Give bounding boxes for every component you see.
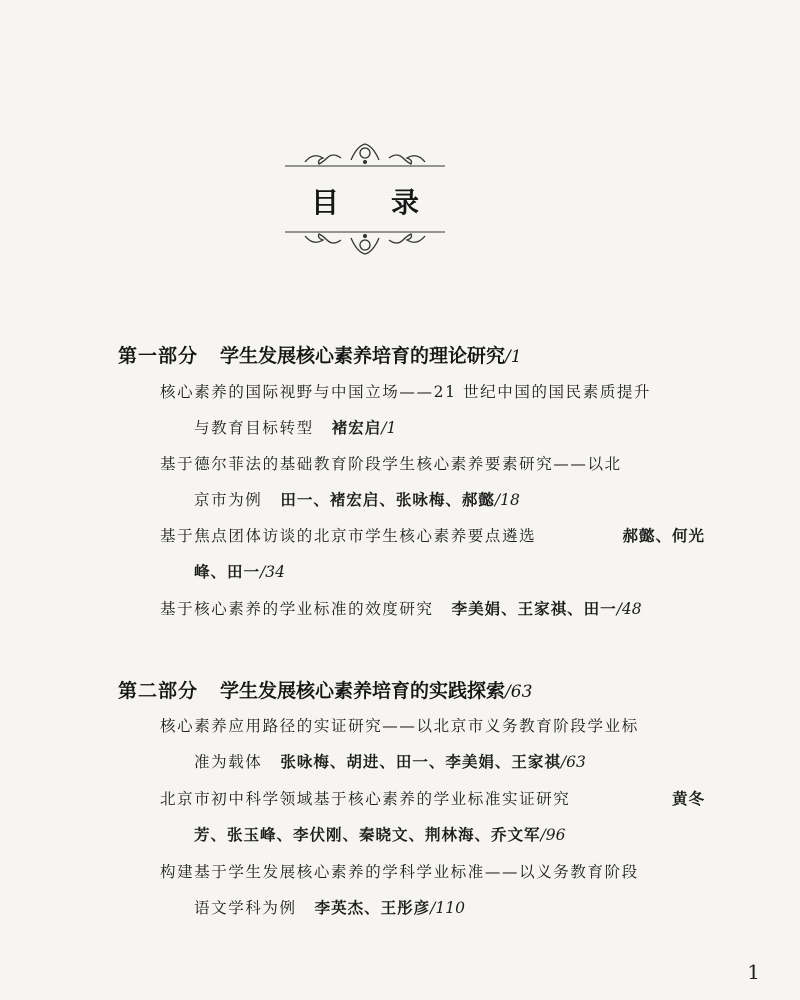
entry-title-cont: 京市为例 (194, 491, 263, 509)
entry-title: 基于焦点团体访谈的北京市学生核心素养要点遴选 (160, 527, 537, 545)
toc-entry[interactable] (160, 854, 705, 926)
toc-entry[interactable] (160, 708, 705, 780)
entry-authors: 李英杰、王彤彦 (314, 898, 431, 917)
entry-authors: 郝懿、何光 (622, 526, 705, 545)
entry-title-cont: 准为载体 (194, 753, 263, 771)
entry-authors: 田一、褚宏启、张咏梅、郝懿 (280, 490, 495, 509)
page-number: 1 (747, 960, 760, 984)
entry-title: 基于核心素养的学业标准的效度研究 (160, 600, 434, 618)
toc-entry[interactable] (160, 374, 705, 446)
title-char-1: 目 (311, 186, 340, 219)
entry-authors: 褚宏启 (331, 418, 382, 437)
section-title: 学生发展核心素养培育的理论研究 (220, 345, 506, 367)
entry-title: 核心素养的国际视野与中国立场——21 世纪中国的国民素质提升 (160, 383, 652, 401)
title-char-2: 录 (390, 186, 419, 219)
bottom-ornament-icon (285, 228, 445, 258)
entry-title: 北京市初中科学领域基于核心素养的学业标准实证研究 (160, 790, 571, 808)
entry-page: /48 (616, 600, 642, 618)
toc-entry[interactable] (160, 446, 705, 518)
section-title: 学生发展核心素养培育的实践探索 (220, 680, 506, 702)
entry-title-cont: 语文学科为例 (194, 899, 297, 917)
entry-page: /63 (560, 753, 586, 771)
entry-authors: 李美娟、王家祺、田一 (451, 599, 617, 618)
entry-authors-cont: 峰、田一 (194, 562, 261, 581)
toc-entry[interactable] (160, 781, 705, 853)
section-1-heading[interactable] (118, 341, 522, 368)
section-page: /63 (505, 682, 533, 702)
entry-authors: 黄冬 (671, 789, 705, 808)
entry-authors-cont: 芳、张玉峰、李伏刚、秦晓文、荆林海、乔文军 (194, 825, 541, 844)
entry-page: /1 (381, 419, 397, 437)
entry-page: /96 (540, 826, 566, 844)
toc-entry[interactable] (160, 518, 705, 590)
entry-title-cont: 与教育目标转型 (194, 419, 314, 437)
section-page: /1 (505, 347, 522, 367)
section-2-heading[interactable] (118, 676, 532, 703)
section-label: 第一部分 (118, 345, 199, 367)
top-ornament-icon (285, 140, 445, 170)
entry-title: 基于德尔菲法的基础教育阶段学生核心素养要素研究——以北 (160, 455, 622, 473)
toc-entry[interactable] (160, 591, 705, 627)
entry-page: /34 (260, 563, 285, 581)
page-title (285, 178, 445, 224)
entry-page: /110 (430, 899, 465, 917)
entry-title: 构建基于学生发展核心素养的学科学业标准——以义务教育阶段 (160, 863, 639, 881)
entry-title: 核心素养应用路径的实证研究——以北京市义务教育阶段学业标 (160, 717, 639, 735)
entry-page: /18 (494, 491, 520, 509)
entry-authors: 张咏梅、胡进、田一、李美娟、王家祺 (280, 752, 561, 771)
section-label: 第二部分 (118, 680, 199, 702)
